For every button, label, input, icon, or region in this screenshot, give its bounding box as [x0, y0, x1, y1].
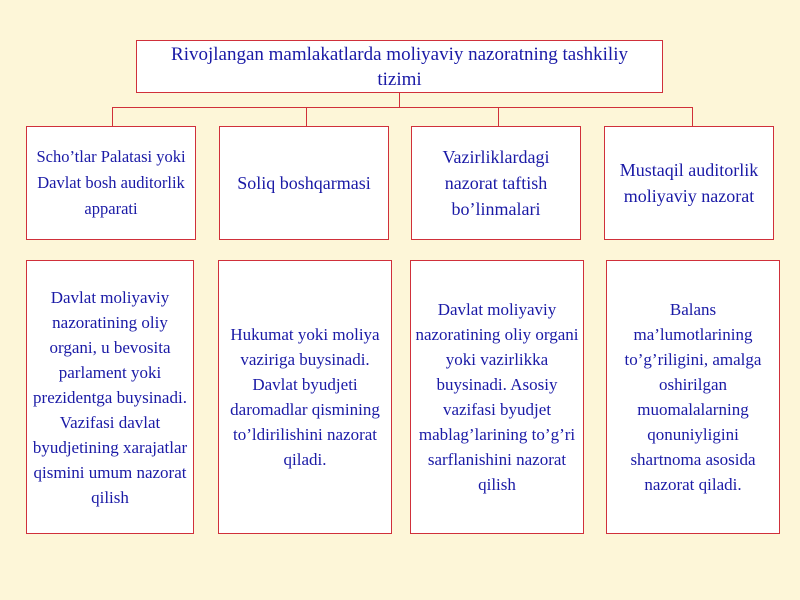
- heading-box-1: [26, 126, 196, 240]
- description-box-4: [606, 260, 780, 534]
- connector-drop-3: [498, 107, 499, 126]
- description-text-4: Balans ma’lumotlarining to’g’riligini, amalga oshirilgan muomalalarning qonuniyligini shartnoma asosida nazorat qiladi.: [624, 300, 762, 494]
- heading-text-1: Scho’tlar Palatasi yoki Davlat bosh auditorlik apparati: [36, 147, 186, 218]
- heading-box-2: [219, 126, 389, 240]
- description-text-2: Hukumat yoki moliya vaziriga buysinadi. Davlat byudjeti daromadlar qismining to’ldirilishini nazorat qiladi.: [230, 325, 380, 469]
- diagram-title: Rivojlangan mamlakatlarda moliyaviy nazoratning tashkiliy tizimi: [171, 43, 628, 90]
- heading-text-4: Mustaqil auditorlik moliyaviy nazorat: [619, 160, 759, 206]
- heading-text-2: Soliq boshqarmasi: [237, 173, 371, 193]
- connector-drop-2: [306, 107, 307, 126]
- heading-box-3: [411, 126, 581, 240]
- connector-trunk: [399, 93, 400, 107]
- heading-box-4: [604, 126, 774, 240]
- connector-drop-4: [692, 107, 693, 126]
- description-text-1: Davlat moliyaviy nazoratining oliy organi, u bevosita parlament yoki prezidentga buysinadi. Vazifasi davlat byudjetining xarajatlar qismini umum nazorat qilish: [32, 287, 188, 507]
- connector-drop-1: [112, 107, 113, 126]
- description-box-2: [218, 260, 392, 534]
- connector-horizontal: [112, 107, 693, 108]
- description-text-3: Davlat moliyaviy nazoratining oliy organi yoki vazirlikka buysinadi. Asosiy vazifasi byudjet mablag’larining to’g’ri sarflanishini nazorat qilish: [415, 300, 579, 494]
- description-box-1: [26, 260, 194, 534]
- heading-text-3: Vazirliklardagi nazorat taftish bo’linmalari: [442, 147, 550, 219]
- diagram-title-box: [136, 40, 663, 93]
- description-box-3: [410, 260, 584, 534]
